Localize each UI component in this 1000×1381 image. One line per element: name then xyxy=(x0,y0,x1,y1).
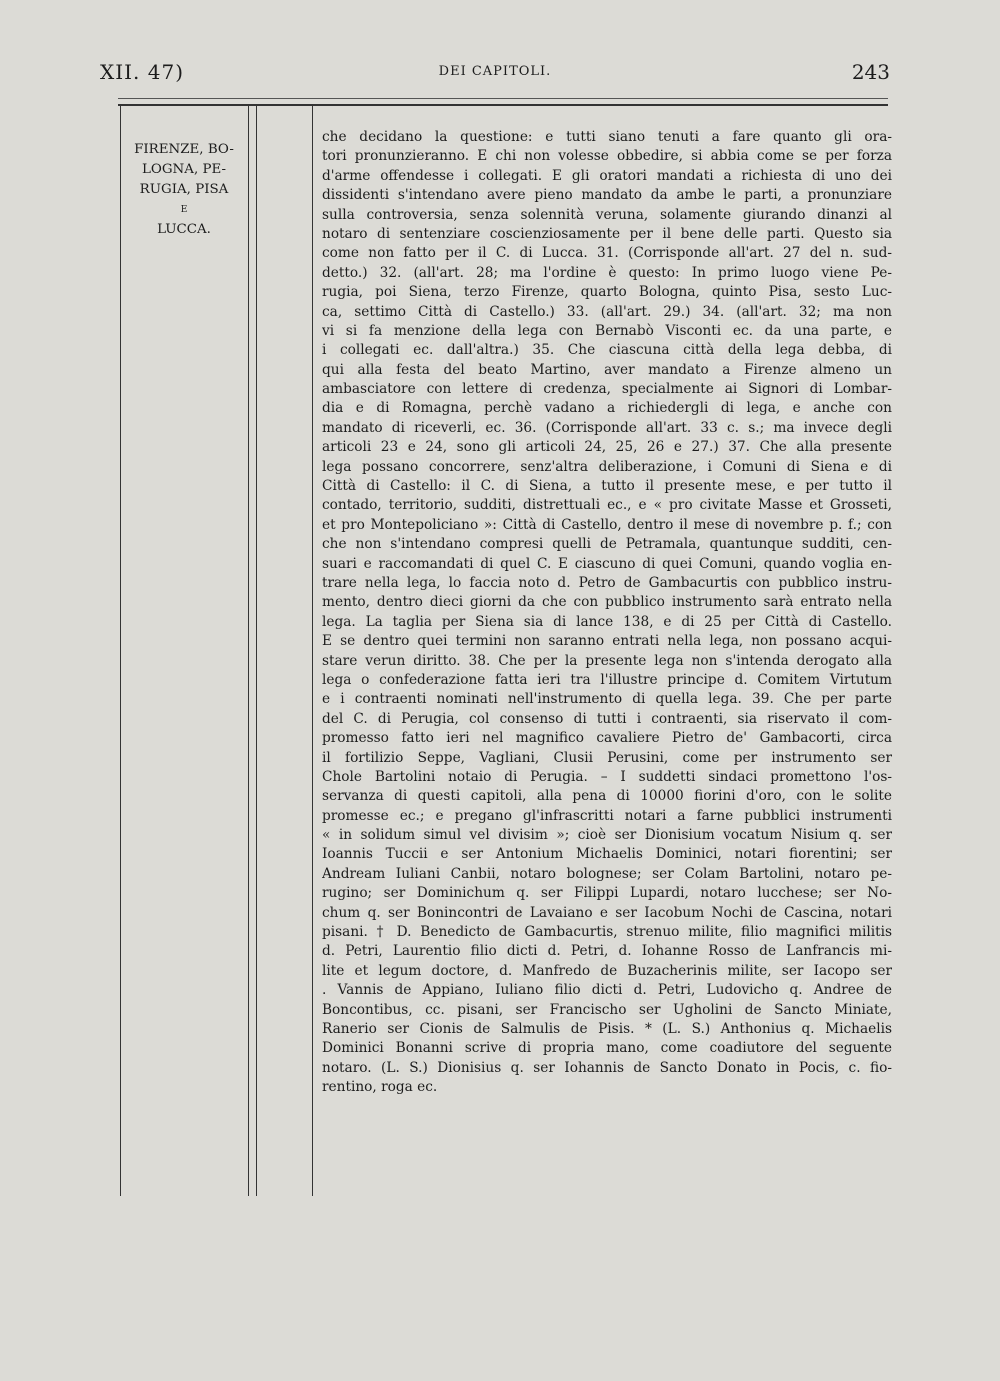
text-line: servanza di questi capitoli, alla pena di 10000 fiorini d'oro, con le solite xyxy=(322,788,892,805)
sidebar-divider-line-2 xyxy=(256,104,257,1196)
text-line: il fortilizio Seppe, Vagliani, Clusii Perusini, come per instrumento ser xyxy=(322,749,892,766)
text-line: contado, territorio, sudditi, distrettuali ec., e « pro civitate Masse et Grosseti, xyxy=(322,497,892,514)
text-line: lega. La taglia per Siena sia di lance 138, e di 25 per Città di Castello. xyxy=(322,613,892,630)
text-line: Chole Bartolini notaio di Perugia. – I suddetti sindaci promettono l'os- xyxy=(322,768,892,785)
left-margin-line xyxy=(120,104,121,1196)
text-line: et pro Montepoliciano »: Città di Castello, dentro il mese di novembre p. f.; con xyxy=(322,516,892,533)
header-rule xyxy=(118,104,888,106)
text-line: qui alla festa del beato Martino, aver mandato a Firenze almeno un xyxy=(322,361,892,378)
text-line: lite et legum doctore, d. Manfredo de Buzacherinis milite, ser Iacopo ser xyxy=(322,962,892,979)
text-line: dissidenti s'intendano avere pieno mandato da ambe le parti, a pronunziare xyxy=(322,187,892,204)
marginal-heading-line: E xyxy=(180,205,188,215)
text-line: che non s'intendano compresi quelli de Petramala, quantunque sudditi, cen- xyxy=(322,536,892,553)
text-line: Boncontibus, cc. pisani, ser Francischo ser Ugholini de Sancto Miniate, xyxy=(322,1001,892,1018)
text-line: rugino; ser Dominichum q. ser Filippi Lupardi, notaro lucchese; ser No- xyxy=(322,885,892,902)
text-line: suari e raccomandati di quel C. E ciascuno di quei Comuni, quando voglia en- xyxy=(322,555,892,572)
text-line: rugia, poi Siena, terzo Firenze, quarto Bologna, quinto Pisa, sesto Luc- xyxy=(322,284,892,301)
text-line: Ioannis Tuccii e ser Antonium Michaelis Dominici, notari fiorentini; ser xyxy=(322,846,892,863)
text-line: . Vannis de Appiano, Iuliano filio dicti d. Petri, Ludovicho q. Andree de xyxy=(322,982,892,999)
text-line: pisani. † D. Benedicto de Gambacurtis, strenuo milite, filio magnifici militis xyxy=(322,924,892,941)
text-line: Città di Castello: il C. di Siena, a tutto il presente mese, e per tutto il xyxy=(322,478,892,495)
text-line: Ranerio ser Cionis de Salmulis de Pisis. * (L. S.) Anthonius q. Michaelis xyxy=(322,1020,892,1037)
text-line: d. Petri, Laurentio filio dicti d. Petri, d. Iohanne Rosso de Lanfrancis mi- xyxy=(322,943,892,960)
text-line: che decidano la questione: e tutti siano tenuti a fare quanto gli ora- xyxy=(322,129,892,145)
page-header xyxy=(100,60,890,90)
text-line: promesso fatto ieri nel magnifico cavaliere Pietro de' Gambacorti, circa xyxy=(322,730,892,747)
text-line: come non fatto per il C. di Lucca. 31. (Corrisponde all'art. 27 del n. sud- xyxy=(322,245,892,262)
text-line: notaro di sentenziare coscienziosamente per il bene delle parti. Questo sia xyxy=(322,225,892,242)
text-line: vi si fa menzione della lega con Bernabò Visconti ec. da una parte, e xyxy=(322,322,892,339)
text-line: chum q. ser Bonincontri de Lavaiano e ser Iacobum Nochi de Cascina, notari xyxy=(322,904,892,921)
text-line: dia e di Romagna, perchè vadano a richiedergli di lega, e anche con xyxy=(322,400,892,417)
text-line: notaro. (L. S.) Dionisius q. ser Iohannis de Sancto Donato in Pocis, c. fio- xyxy=(322,1059,892,1076)
text-line: mento, dentro dieci giorni da che con pubblico instrumento sarà entrato nella xyxy=(322,594,892,611)
text-line: tori pronunzieranno. E chi non volesse obbedire, si abbia come se per forza xyxy=(322,148,892,165)
text-line: d'arme offendesse i collegati. E gli oratori mandati a richiesta di uno dei xyxy=(322,167,892,184)
text-line: del C. di Perugia, col consenso di tutti i contraenti, sia riservato il com- xyxy=(322,710,892,727)
body-text xyxy=(322,128,892,1098)
marginal-heading-line: LUCCA. xyxy=(157,222,211,237)
text-line: articoli 23 e 24, sono gli articoli 24, 25, 26 e 27.) 37. Che alla presente xyxy=(322,439,892,456)
marginal-heading xyxy=(124,140,244,240)
text-line: i collegati ec. dall'altra.) 35. Che ciascuna città della lega debba, di xyxy=(322,342,892,359)
text-line: e i contraenti nominati nell'instrumento di quella lega. 39. Che per parte xyxy=(322,691,892,708)
page-number: 243 xyxy=(851,60,890,84)
text-line: Andream Iuliani Canbii, notaro bolognese; ser Colam Bartolini, notaro pe- xyxy=(322,865,892,882)
text-line: E se dentro quei termini non saranno entrati nella lega, non possano acqui- xyxy=(322,633,892,650)
text-line: lega o confederazione fatta ieri tra l'illustre principe d. Comitem Virtutum xyxy=(322,671,892,688)
text-line: stare verun diritto. 38. Che per la presente lega non s'intenda derogato alla xyxy=(322,652,892,669)
text-line: Dominici Bonanni scrive di propria mano, come coadiutore del seguente xyxy=(322,1040,892,1057)
marginal-heading-line: RUGIA, PISA xyxy=(139,182,229,197)
text-line: ambasciatore con lettere di credenza, specialmente ai Signori di Lombar- xyxy=(322,381,892,398)
text-line: lega possano concorrere, senz'altra deliberazione, i Comuni di Siena e di xyxy=(322,458,892,475)
text-line: sulla controversia, senza solennità veruna, solamente giurando dinanzi al xyxy=(322,206,892,223)
marginal-heading-line: FIRENZE, BO- xyxy=(134,142,234,157)
text-line: ca, settimo Città di Castello.) 33. (all'art. 29.) 34. (all'art. 32; ma non xyxy=(322,303,892,320)
text-line: rentino, roga ec. xyxy=(322,1079,438,1096)
running-title: DEI CAPITOLI. xyxy=(438,64,552,79)
text-line: promesse ec.; e pregano gl'infrascritti notari a farne pubblici instrumenti xyxy=(322,807,892,824)
marginal-heading-line: LOGNA, PE- xyxy=(141,162,227,177)
text-line: detto.) 32. (all'art. 28; ma l'ordine è questo: In primo luogo viene Pe- xyxy=(322,264,892,281)
header-rule-thin xyxy=(118,98,888,99)
text-margin-line xyxy=(312,104,313,1196)
chapter-reference: XII. 47) xyxy=(100,60,185,84)
sidebar-divider-line xyxy=(248,104,249,1196)
text-line: mandato di riceverli, ec. 36. (Corrisponde all'art. 33 c. s.; ma invece degli xyxy=(322,419,892,436)
text-line: « in solidum simul vel divisim »; cioè ser Dionisium vocatum Nisium q. ser xyxy=(322,827,892,844)
text-line: trare nella lega, lo faccia noto d. Petro de Gambacurtis con pubblico instru- xyxy=(322,574,892,591)
